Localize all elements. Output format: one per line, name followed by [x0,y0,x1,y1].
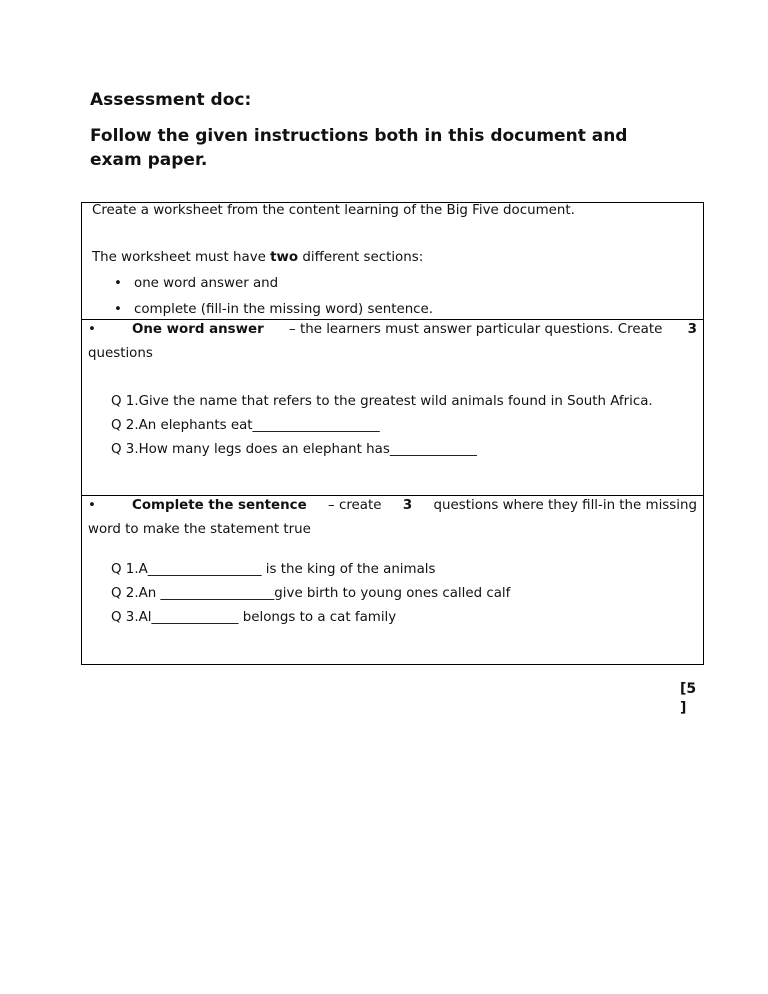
question: Q 1.Give the name that refers to the greatest wild animals found in South Africa. [111,394,653,409]
marks-line: ] [680,700,687,716]
section-heading: Complete the sentence [132,498,307,513]
complete-heading-row [88,498,697,513]
one-word-answer-box [81,319,704,496]
question: Q 3.Al_____________ belongs to a cat family [111,610,397,625]
question-count: 3 [402,498,413,513]
task-intro: Create a worksheet from the content learning of the Big Five document. [92,203,575,218]
total-marks [680,680,696,718]
question: Q 2.An elephants eat___________________ [111,418,380,433]
question: Q 3.How many legs does an elephant has_____________ [111,442,477,457]
question-count: 3 [687,322,697,337]
section-description: questions where they fill-in the missing [433,498,697,513]
instruction-heading: Follow the given instructions both in this document and exam paper. [90,126,628,170]
bullet: • [88,322,96,337]
section-description-cont: questions [88,346,153,361]
task-description-box [81,202,704,320]
section-item: • one word answer and [134,276,278,291]
bullet: • [88,498,96,513]
section-description-cont: word to make the statement true [88,522,311,537]
sections-sentence: The worksheet must have two different sections: [92,250,424,265]
section-description: – the learners must answer particular questions. Create [289,322,663,337]
one-word-heading-row [88,322,697,337]
section-heading: One word answer [132,322,264,337]
section-description: – create [328,498,382,513]
section-item: • complete (fill-in the missing word) sentence. [134,302,433,317]
question: Q 1.A_________________ is the king of the animals [111,562,436,577]
document-title: Assessment doc: [90,90,252,110]
question: Q 2.An _________________give birth to young ones called calf [111,586,511,601]
marks-line: [5 [680,681,697,697]
complete-sentence-box [81,495,704,665]
